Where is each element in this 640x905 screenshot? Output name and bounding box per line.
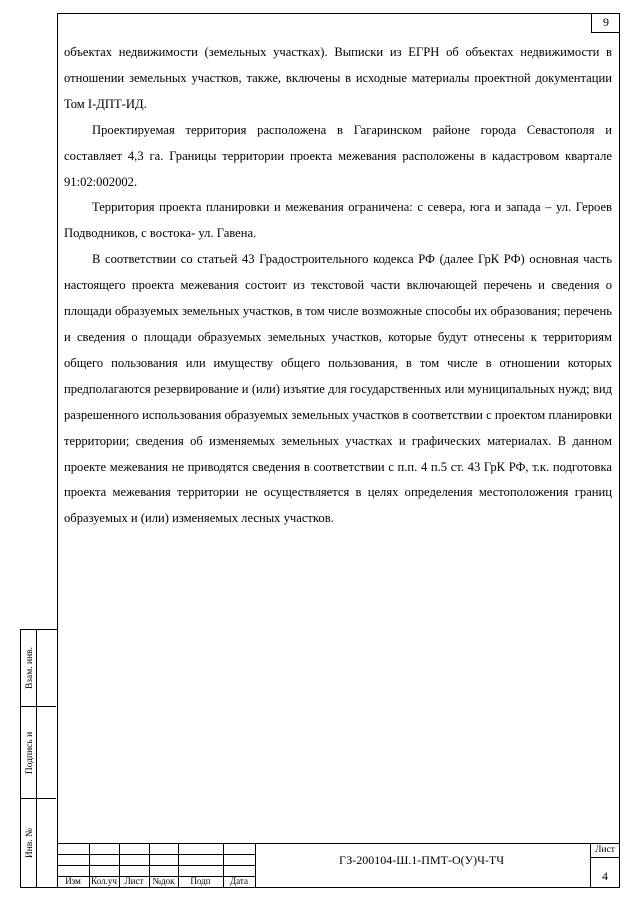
paragraph: Территория проекта планировки и межевания ограничена: с севера, юга и запада – ул. Героев Подводников, с востока- ул. Гавена. [64,200,612,241]
stamp-col-data: Дата [230,876,248,886]
stamp-col-list: Лист [124,876,144,886]
side-label-vzam: Взам. инв. [24,646,35,690]
stamp-col-koluch: Кол.уч [91,876,117,886]
page-number-top: 9 [591,13,620,33]
side-label-inv: Инв. № [24,827,35,859]
sheet-label: Лист [595,845,615,855]
side-cell-podpis [21,707,56,799]
stamp-col-podp: Подп [190,876,211,886]
title-block [57,843,620,888]
stamp-col-izm: Изм [65,876,81,886]
paragraph: В соответствии со статьей 43 Градостроительного кодекса РФ (далее ГрК РФ) основная часть настоящего проекта межевания состоит из текстовой части включающей перечень и сведения о площади образуемых земельных участков, в том числе возможные способы их образования; перечень и сведения о площади образуемых земельных участков, которые будут отнесены к территориям общего пользования или имуществу общего пользования, в том числе в отношении которых предполагаются резервирование и (или) изъятие для государственных или муниципальных нужд; вид разрешенного использования образуемых земельных участков в соответствии с проектом планировки территории; сведения об изменяемых земельных участках и графических материалах. В данном проекте межевания не приводятся сведения в соответствии с п.п. 4 п.5 ст. 43 ГрК РФ, т.к. подготовка проекта межевания территории не осуществляется в целях определения местоположения границ образуемых и (или) изменяемых лесных участков. [64,252,612,526]
document-body [64,40,612,532]
sheet-number: 4 [602,869,608,883]
side-cell-vzam [21,630,56,707]
side-cell-inv [21,799,56,887]
paragraph: Проектируемая территория расположена в Гагаринском районе города Севастополя и составляет 4,3 га. Границы территории проекта межевания расположены в кадастровом квартале 91:02:002002. [64,122,612,189]
document-code: ГЗ-200104-Ш.1-ПМТ-О(У)Ч-ТЧ [338,853,505,867]
side-label-podpis: Подпись и [24,731,35,774]
side-approval-strip [20,629,57,888]
paragraph: объектах недвижимости (земельных участках). Выписки из ЕГРН об объектах недвижимости в отношении земельных участков, также, включены в исходные материалы проектной документации Том I-ДПТ-ИД. [64,45,612,111]
stamp-col-ndok: №док [152,876,175,886]
